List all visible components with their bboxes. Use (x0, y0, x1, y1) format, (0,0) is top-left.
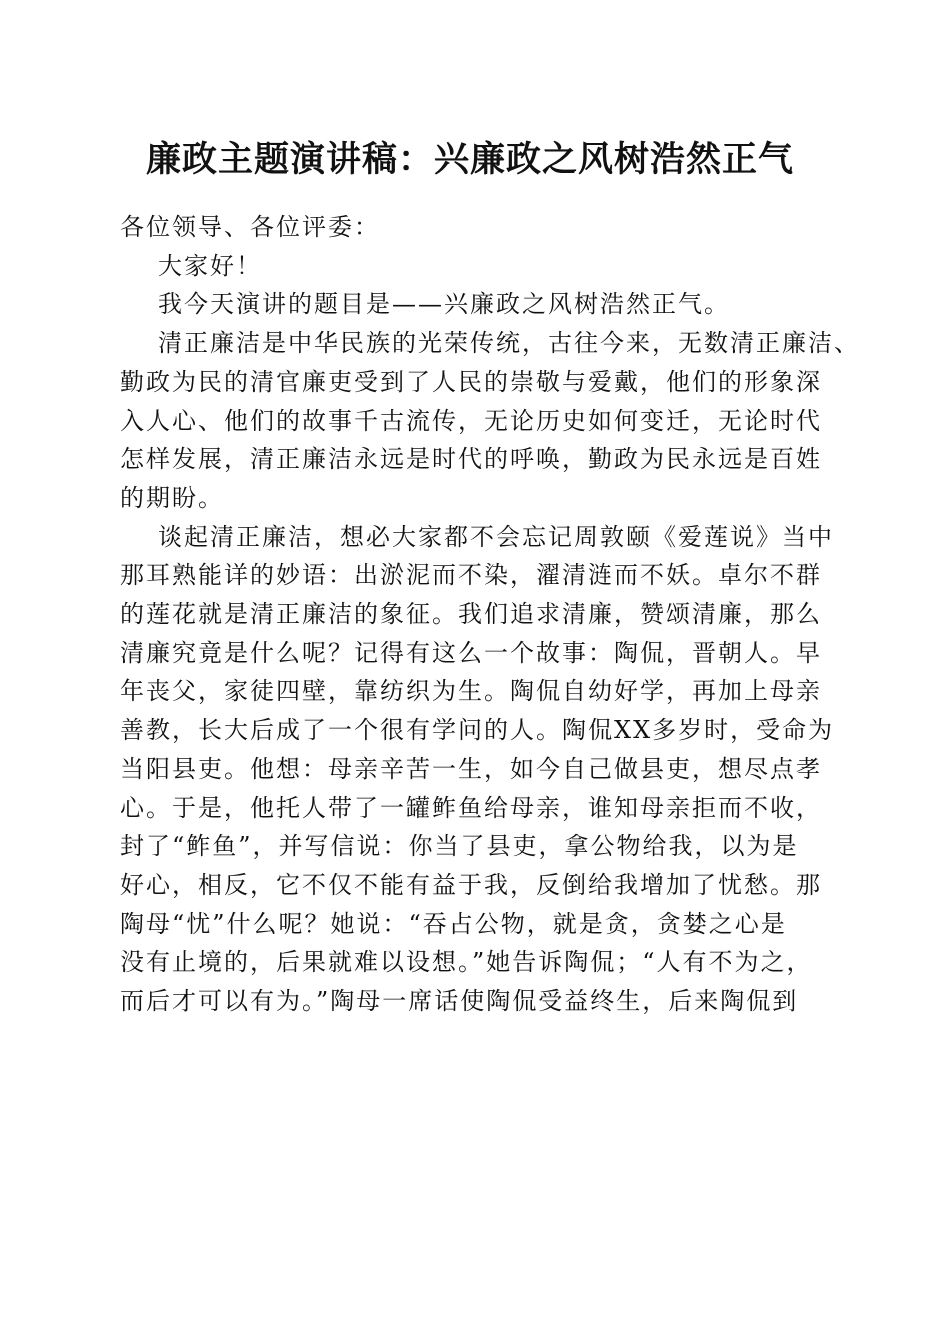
paragraph-line: 谈起清正廉洁，想必大家都不会忘记周敦颐《爱莲说》当中 (158, 522, 834, 551)
paragraph-line: 勤政为民的清官廉吏受到了人民的崇敬与爱戴，他们的形象深 (120, 367, 822, 396)
document-title: 廉政主题演讲稿：兴廉政之风树浩然正气 (145, 139, 794, 180)
paragraph-line: 清正廉洁是中华民族的光荣传统，古往今来，无数清正廉洁、 (158, 329, 860, 358)
salutation: 各位领导、各位评委： (120, 213, 380, 241)
paragraph-line: 年丧父，家徒四壁，靠纺织为生。陶侃自幼好学，再加上母亲 (120, 677, 822, 706)
paragraph-line: 我今天演讲的题目是——兴廉政之风树浩然正气。 (158, 290, 730, 319)
paragraph-line: 善教，长大后成了一个很有学问的人。陶侃XX多岁时，受命为 (120, 716, 835, 745)
paragraph-greeting (120, 247, 830, 286)
paragraph-line: 入人心、他们的故事千古流传，无论历史如何变迁，无论时代 (120, 406, 822, 435)
document-body (120, 208, 860, 1021)
paragraph-line: 的莲花就是清正廉洁的象征。我们追求清廉，赞颂清廉，那么 (120, 600, 822, 629)
paragraph-line: 清廉究竟是什么呢？记得有这么一个故事：陶侃，晋朝人。早 (120, 638, 822, 667)
paragraph-line: 当阳县吏。他想：母亲辛苦一生，如今自己做县吏，想尽点孝 (120, 754, 822, 783)
paragraph-line: 没有止境的，后果就难以设想。”她告诉陶侃；“人有不为之， (120, 948, 813, 977)
paragraph-line: 大家好！ (158, 251, 262, 280)
paragraph-line: 怎样发展，清正廉洁永远是时代的呼唤，勤政为民永远是百姓 (120, 445, 822, 474)
paragraph-topic (120, 285, 830, 324)
paragraph-line: 那耳熟能详的妙语：出淤泥而不染，濯清涟而不妖。卓尔不群 (120, 561, 822, 590)
paragraph-line: 的期盼。 (120, 483, 224, 512)
paragraph-line: 好心，相反，它不仅不能有益于我，反倒给我增加了忧愁。那 (120, 870, 822, 899)
paragraph-story (120, 518, 835, 1021)
paragraph-line: 而后才可以有为。”陶母一席话使陶侃受益终生，后来陶侃到 (120, 987, 799, 1016)
paragraph-line: 心。于是，他托人带了一罐鲊鱼给母亲，谁知母亲拒而不收， (120, 793, 822, 822)
paragraph-line: 陶母“忧”什么呢？她说：“吞占公物，就是贪，贪婪之心是 (120, 909, 787, 938)
paragraph-tradition (120, 324, 860, 518)
paragraph-line: 封了“鲊鱼”，并写信说：你当了县吏，拿公物给我，以为是 (120, 832, 799, 861)
